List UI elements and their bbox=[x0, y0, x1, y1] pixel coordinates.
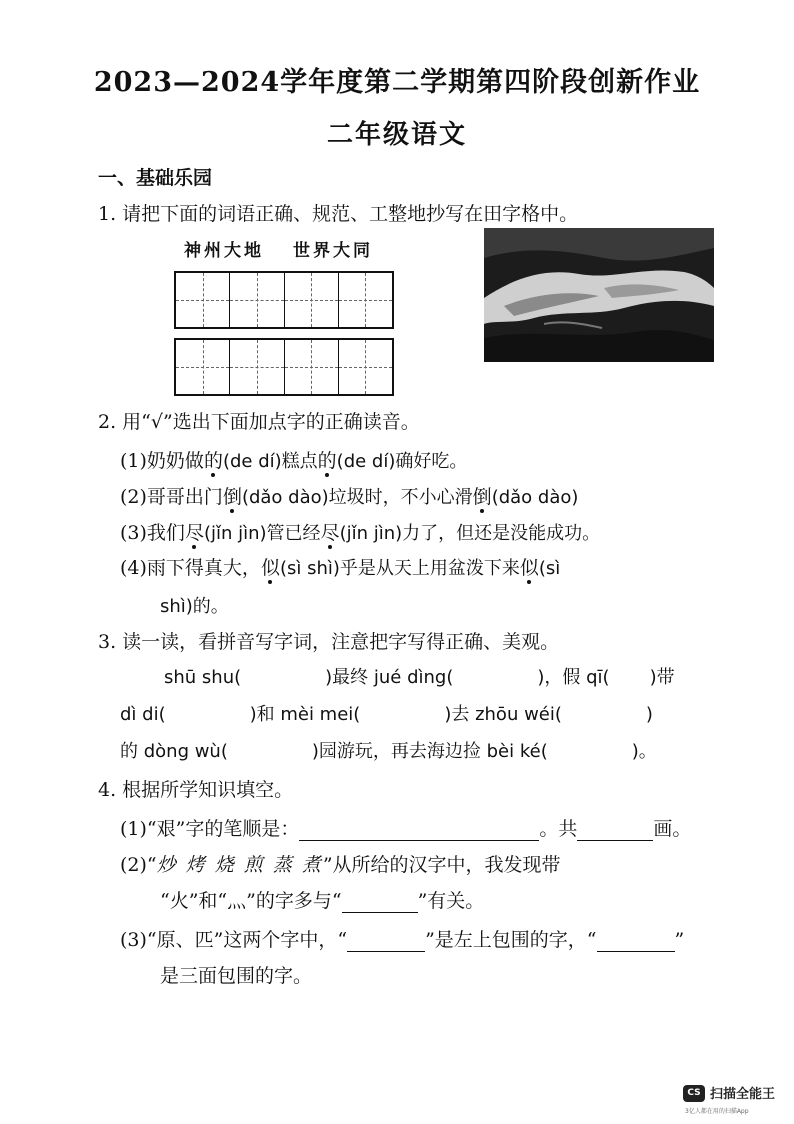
item-text: (2)“ bbox=[120, 854, 157, 876]
grid-cell[interactable] bbox=[285, 340, 339, 394]
radical-meaning-blank[interactable] bbox=[342, 894, 418, 913]
dotted-char: 的 bbox=[317, 450, 337, 472]
pinyin-options[interactable]: (jǐn jìn)力了，但还是没能成功。 bbox=[339, 523, 601, 544]
q2-item-4-continued[interactable]: shì)的。 bbox=[160, 596, 229, 617]
q2-item-1 bbox=[120, 446, 467, 473]
item-text: ”从所给的汉字中，我发现带 bbox=[322, 854, 561, 876]
answer-space[interactable] bbox=[610, 671, 650, 689]
answer-space[interactable] bbox=[360, 708, 444, 726]
question-1-text: 1. 请把下面的词语正确、规范、工整地抄写在田字格中。 bbox=[98, 203, 579, 225]
dotted-char: 的 bbox=[203, 450, 223, 472]
answer-space[interactable] bbox=[228, 745, 312, 763]
answer-space[interactable] bbox=[548, 745, 632, 763]
stroke-count-blank[interactable] bbox=[577, 822, 653, 841]
answer-space[interactable] bbox=[241, 671, 325, 689]
item-text: 奶奶做 bbox=[146, 450, 204, 472]
grid-cell[interactable] bbox=[230, 273, 284, 327]
pinyin-prompt: )带 bbox=[649, 667, 675, 688]
landscape-photo-graphic bbox=[484, 228, 714, 362]
copy-word-1: 神州大地 bbox=[184, 241, 264, 261]
q2-item-2 bbox=[120, 482, 578, 509]
dotted-char: 倒 bbox=[222, 486, 242, 508]
q3-line-3 bbox=[120, 737, 657, 763]
answer-space[interactable] bbox=[562, 708, 646, 726]
dotted-char: 尽 bbox=[320, 522, 340, 544]
grid-cell[interactable] bbox=[176, 340, 230, 394]
item-text: (3)“原、匹”这两个字中，“ bbox=[120, 929, 348, 951]
question-4-text: 4. 根据所学知识填空。 bbox=[98, 779, 294, 801]
item-text: “火”和“灬”的字多与“ bbox=[160, 890, 342, 912]
pinyin-prompt: )和 mèi mei( bbox=[249, 704, 361, 725]
pinyin-options[interactable]: (jǐn jìn)管已经 bbox=[203, 523, 321, 544]
question-2-text: 2. 用“√”选出下面加点字的正确读音。 bbox=[98, 411, 420, 433]
pinyin-prompt: 的 dòng wù( bbox=[120, 741, 228, 762]
copy-word-2: 世界大同 bbox=[293, 241, 373, 261]
item-text: ”有关。 bbox=[417, 890, 485, 912]
pinyin-prompt: )，假 qī( bbox=[537, 667, 610, 688]
writing-grid-row-1[interactable] bbox=[174, 271, 394, 329]
stroke-order-blank[interactable] bbox=[299, 822, 539, 841]
left-top-enclosure-blank[interactable] bbox=[347, 933, 425, 952]
q2-item-3 bbox=[120, 518, 600, 545]
dotted-char: 倒 bbox=[472, 486, 492, 508]
watermark-brand: 扫描全能王 bbox=[710, 1087, 776, 1102]
dotted-char: 尽 bbox=[184, 522, 204, 544]
pinyin-options[interactable]: (dǎo dào) bbox=[491, 487, 579, 508]
q2-item-4 bbox=[120, 553, 560, 580]
item-text: 哥哥出门 bbox=[146, 486, 223, 508]
q4-item-2-line-2 bbox=[160, 886, 484, 913]
pinyin-options[interactable]: (de dí)确好吃。 bbox=[336, 451, 468, 472]
item-text: 我们 bbox=[146, 522, 185, 544]
answer-space[interactable] bbox=[453, 671, 537, 689]
item-text: ” bbox=[674, 929, 685, 951]
pinyin-prompt: shū shu( bbox=[164, 667, 242, 688]
three-side-enclosure-blank[interactable] bbox=[597, 933, 675, 952]
q4-item-3 bbox=[120, 925, 684, 952]
item-number: (2) bbox=[120, 486, 147, 508]
q3-line-2 bbox=[120, 700, 653, 726]
page-title: 2023—2024学年度第二学期第四阶段创新作业 bbox=[93, 67, 701, 98]
grid-cell[interactable] bbox=[339, 273, 392, 327]
dotted-char: 似 bbox=[260, 557, 280, 579]
pinyin-options[interactable]: (sì bbox=[538, 558, 561, 579]
pinyin-prompt: )去 zhōu wéi( bbox=[444, 704, 562, 725]
landscape-photo bbox=[484, 228, 714, 362]
q4-item-3-line-2: 是三面包围的字。 bbox=[160, 965, 313, 987]
watermark-tagline: 3亿人都在用的扫描App bbox=[685, 1108, 749, 1115]
grid-cell[interactable] bbox=[285, 273, 339, 327]
item-number: (4) bbox=[120, 557, 147, 579]
question-3-text: 3. 读一读，看拼音写字词，注意把字写得正确、美观。 bbox=[98, 631, 560, 653]
item-text: ”是左上包围的字，“ bbox=[425, 929, 597, 951]
pinyin-options[interactable]: (sì shì)乎是从天上用盆泼下来 bbox=[279, 558, 520, 579]
example-characters: 炒 烤 烧 煎 蒸 煮 bbox=[156, 854, 323, 876]
pinyin-options[interactable]: (dǎo dào)垃圾时，不小心滑 bbox=[241, 487, 473, 508]
item-text: 雨下得真大， bbox=[146, 557, 261, 579]
item-text: 。共 bbox=[539, 818, 578, 840]
grid-cell[interactable] bbox=[339, 340, 392, 394]
q3-line-1 bbox=[164, 663, 675, 689]
item-number: (1) bbox=[120, 450, 147, 472]
q4-item-1 bbox=[120, 814, 691, 841]
camscanner-logo-icon: CS bbox=[683, 1085, 705, 1102]
grid-cell[interactable] bbox=[176, 273, 230, 327]
item-text: 画。 bbox=[653, 818, 692, 840]
item-number: (3) bbox=[120, 522, 147, 544]
page-subtitle: 二年级语文 bbox=[326, 120, 467, 150]
grid-cell[interactable] bbox=[230, 340, 284, 394]
dotted-char: 似 bbox=[519, 557, 539, 579]
pinyin-prompt: ) bbox=[645, 704, 653, 725]
writing-grid-row-2[interactable] bbox=[174, 338, 394, 396]
pinyin-options[interactable]: (de dí)糕点 bbox=[222, 451, 318, 472]
answer-space[interactable] bbox=[166, 708, 250, 726]
section-heading: 一、基础乐园 bbox=[98, 167, 213, 189]
pinyin-prompt: )最终 jué dìng( bbox=[325, 667, 454, 688]
q4-item-2 bbox=[120, 850, 561, 877]
pinyin-prompt: dì di( bbox=[120, 704, 166, 725]
item-text: (1)“艰”字的笔顺是： bbox=[120, 818, 300, 840]
pinyin-prompt: )园游玩，再去海边捡 bèi ké( bbox=[311, 741, 548, 762]
pinyin-prompt: )。 bbox=[631, 741, 657, 762]
